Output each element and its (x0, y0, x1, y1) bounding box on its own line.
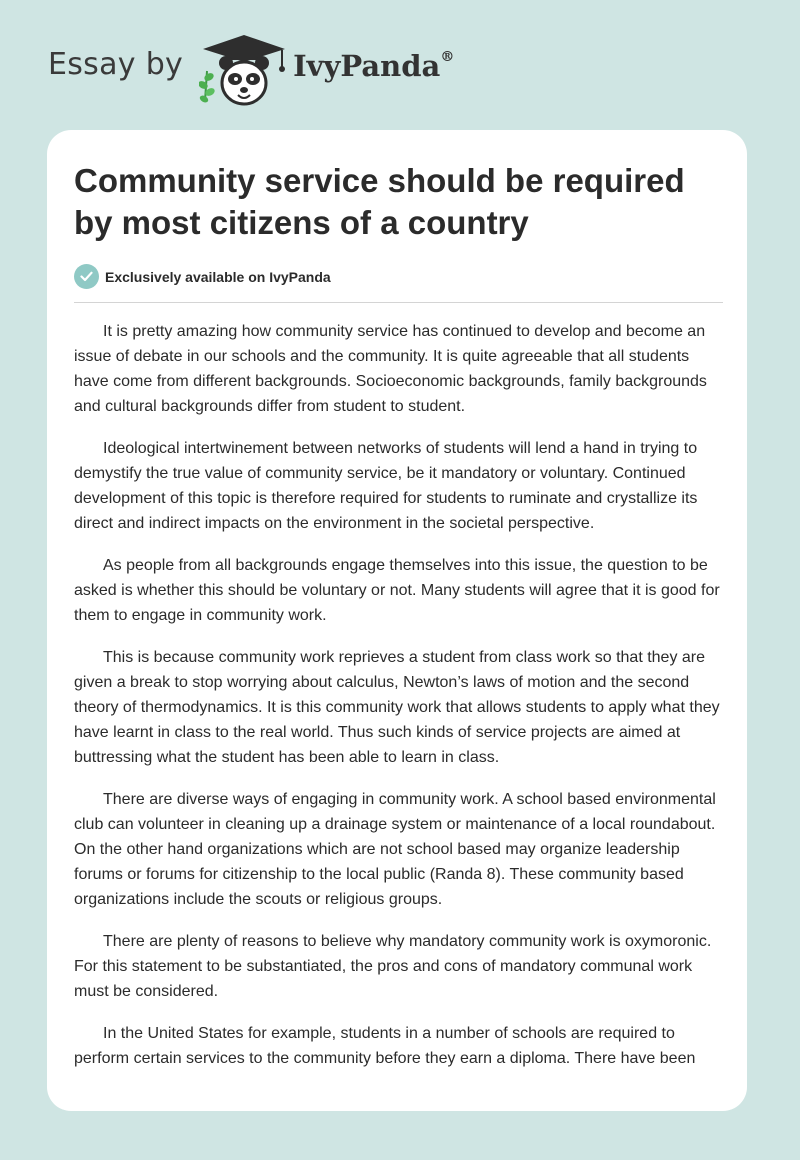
paragraph: This is because community work reprieves a student from class work so that they are given a break to stop worrying about calculus, Newton’s laws of motion and the second theory of thermodynamics. It is this community work that allows students to apply what they have learnt in class to the real world. Thus such kinds of service projects are aimed at buttressing what the student has been able to learn in class. (74, 649, 720, 766)
registered-mark: ® (440, 49, 455, 66)
paragraph: It is pretty amazing how community service has continued to develop and become an issue of debate in our schools and the community. It is quite agreeable that all students have come from different backgrounds. Socioeconomic backgrounds, family backgrounds and cultural backgrounds differ from student to student. (74, 323, 707, 415)
exclusive-badge-label: Exclusively available on IvyPanda (105, 268, 331, 285)
paragraph: As people from all backgrounds engage themselves into this issue, the question to be asked is whether this should be voluntary or not. Many students will agree that it is good for them to engage in community work. (74, 557, 720, 624)
paragraph: In the United States for example, students in a number of schools are required to perform certain services to the community before they earn a diploma. There have been (74, 1025, 696, 1067)
essay-body (74, 319, 724, 1088)
paragraph: Ideological intertwinement between networks of students will lend a hand in trying to demystify the true value of community service, be it mandatory or voluntary. Continued development of this topic is therefore required for students to ruminate and crystallize its direct and indirect impacts on the environment in the societal perspective. (74, 440, 698, 532)
brand-name-text: IvyPanda (293, 49, 441, 83)
paragraph: There are plenty of reasons to believe why mandatory community work is oxymoronic. For this statement to be substantiated, the pros and cons of mandatory communal work must be considered. (74, 933, 712, 1000)
paragraph: There are diverse ways of engaging in community work. A school based environmental club can volunteer in cleaning up a drainage system or maintenance of a local roundabout. On the other hand organizations which are not school based may organize leadership forums or forums for citizenship to the local public (Randa 8). These community based organizations include the scouts or religious groups. (74, 791, 716, 908)
essay-card (47, 130, 747, 1111)
exclusive-badge (74, 264, 331, 289)
ivypanda-brand-name[interactable] (293, 49, 454, 83)
ivypanda-panda-logo-icon[interactable] (199, 31, 289, 109)
essay-by-label: Essay by (48, 46, 184, 82)
essay-title: Community service should be required by most citizens of a country (74, 162, 685, 241)
check-circle-icon (74, 264, 99, 289)
divider (74, 302, 723, 303)
site-header (48, 30, 454, 110)
